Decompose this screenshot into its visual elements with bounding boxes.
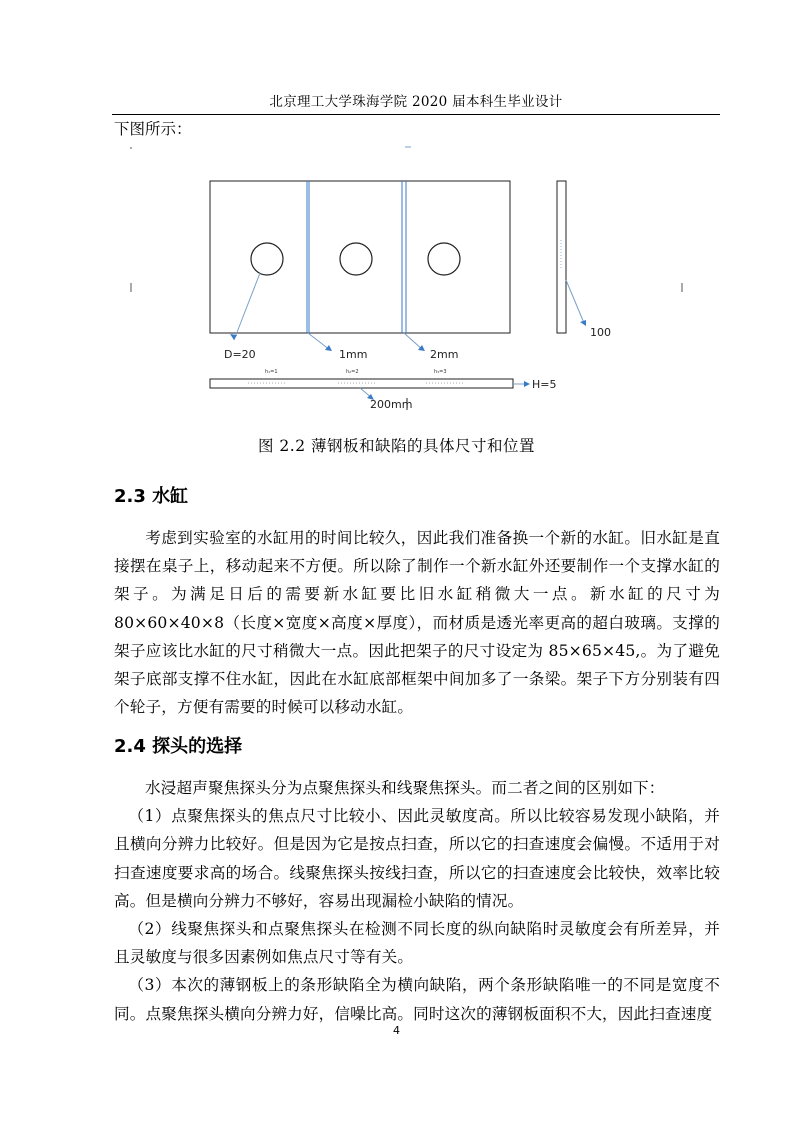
h1-label: h₁=1 <box>265 369 278 375</box>
header-rule <box>112 114 720 115</box>
gap1-arrow <box>325 345 332 351</box>
gap1-label: 1mm <box>339 348 368 361</box>
probe-item-2: （2）线聚焦探头和点聚焦探头在检测不同长度的纵向缺陷时灵敏度会有所差异，并且灵敏度与很多因素例如焦点尺寸等有关。 <box>114 920 720 967</box>
heading-2-3: 2.3 水缸 <box>114 486 189 507</box>
probe-item-1: （1）点聚焦探头的焦点尺寸比较小、因此灵敏度高。所以比较容易发现小缺陷，并且横向分辨力比较好。但是因为它是按点扫查，所以它的扫查速度会偏慢。不适用于对扫查速度要求高的场合。线聚焦探头按线扫查，所以它的扫查速度会比较快，效率比较高。但是横向分辨力不够好，容易出现漏检小缺陷的情况。 <box>114 807 720 910</box>
probe-item-3: （3）本次的薄钢板上的条形缺陷全为横向缺陷，两个条形缺陷唯一的不同是宽度不同。点聚焦探头横向分辨力好，信噪比高。同时这次的薄钢板面积不大，因此扫查速度 <box>114 976 720 1023</box>
h3-label: h₃=3 <box>434 369 447 375</box>
heading-2-4: 2.4 探头的选择 <box>114 736 243 757</box>
gap2-label: 2mm <box>430 348 459 361</box>
plate-section-view <box>210 379 513 388</box>
paragraph-2-3-text: 考虑到实验室的水缸用的时间比较久，因此我们准备换一个新的水缸。旧水缸是直接摆在桌子上，移动起来不方便。所以除了制作一个新水缸外还要制作一个支撑水缸的架子。为满足日后的需要新水缸要比旧水缸稍微大一点。新水缸的尺寸为 80×60×40×8（长度×宽度×高度×厚度），而材质是透光率更高的超白玻璃。支撑的架子应该比水缸的尺寸稍微大一点。因此把架子的尺寸设定为 85×65×45,。为了避免架子底部支撑不住水缸，因此在水缸底部框架中间加多了一条梁。架子下方分别装有四个轮子，方便有需要的时候可以移动水缸。 <box>114 529 720 717</box>
steel-plate-figure <box>120 140 690 420</box>
section-2-4-body <box>114 774 720 1028</box>
hole-1 <box>251 243 283 275</box>
length-label: 200mm <box>370 398 413 411</box>
plate-front-view <box>210 181 510 333</box>
diameter-arrow <box>230 334 237 340</box>
diameter-leader <box>234 273 260 340</box>
page-number: 4 <box>393 1024 400 1037</box>
gap1-leader <box>308 333 330 350</box>
h2-label: h₂=2 <box>346 369 359 375</box>
intro-text: 下图所示： <box>114 120 192 138</box>
paragraph-2-3 <box>114 524 720 721</box>
height-label: H=5 <box>532 378 557 391</box>
probe-intro-text: 水浸超声聚焦探头分为点聚焦探头和线聚焦探头。而二者之间的区别如下： <box>145 779 665 797</box>
plate-side-view <box>557 181 566 333</box>
hole-2 <box>340 243 372 275</box>
diameter-label: D=20 <box>224 348 256 361</box>
side-leader <box>566 280 584 323</box>
height-arrow <box>524 381 530 387</box>
hole-3 <box>428 243 460 275</box>
figure-caption: 图 2.2 薄钢板和缺陷的具体尺寸和位置 <box>257 437 535 455</box>
page-header: 北京理工大学珠海学院 2020 届本科生毕业设计 <box>269 94 563 110</box>
side-label: 100 <box>590 326 611 339</box>
